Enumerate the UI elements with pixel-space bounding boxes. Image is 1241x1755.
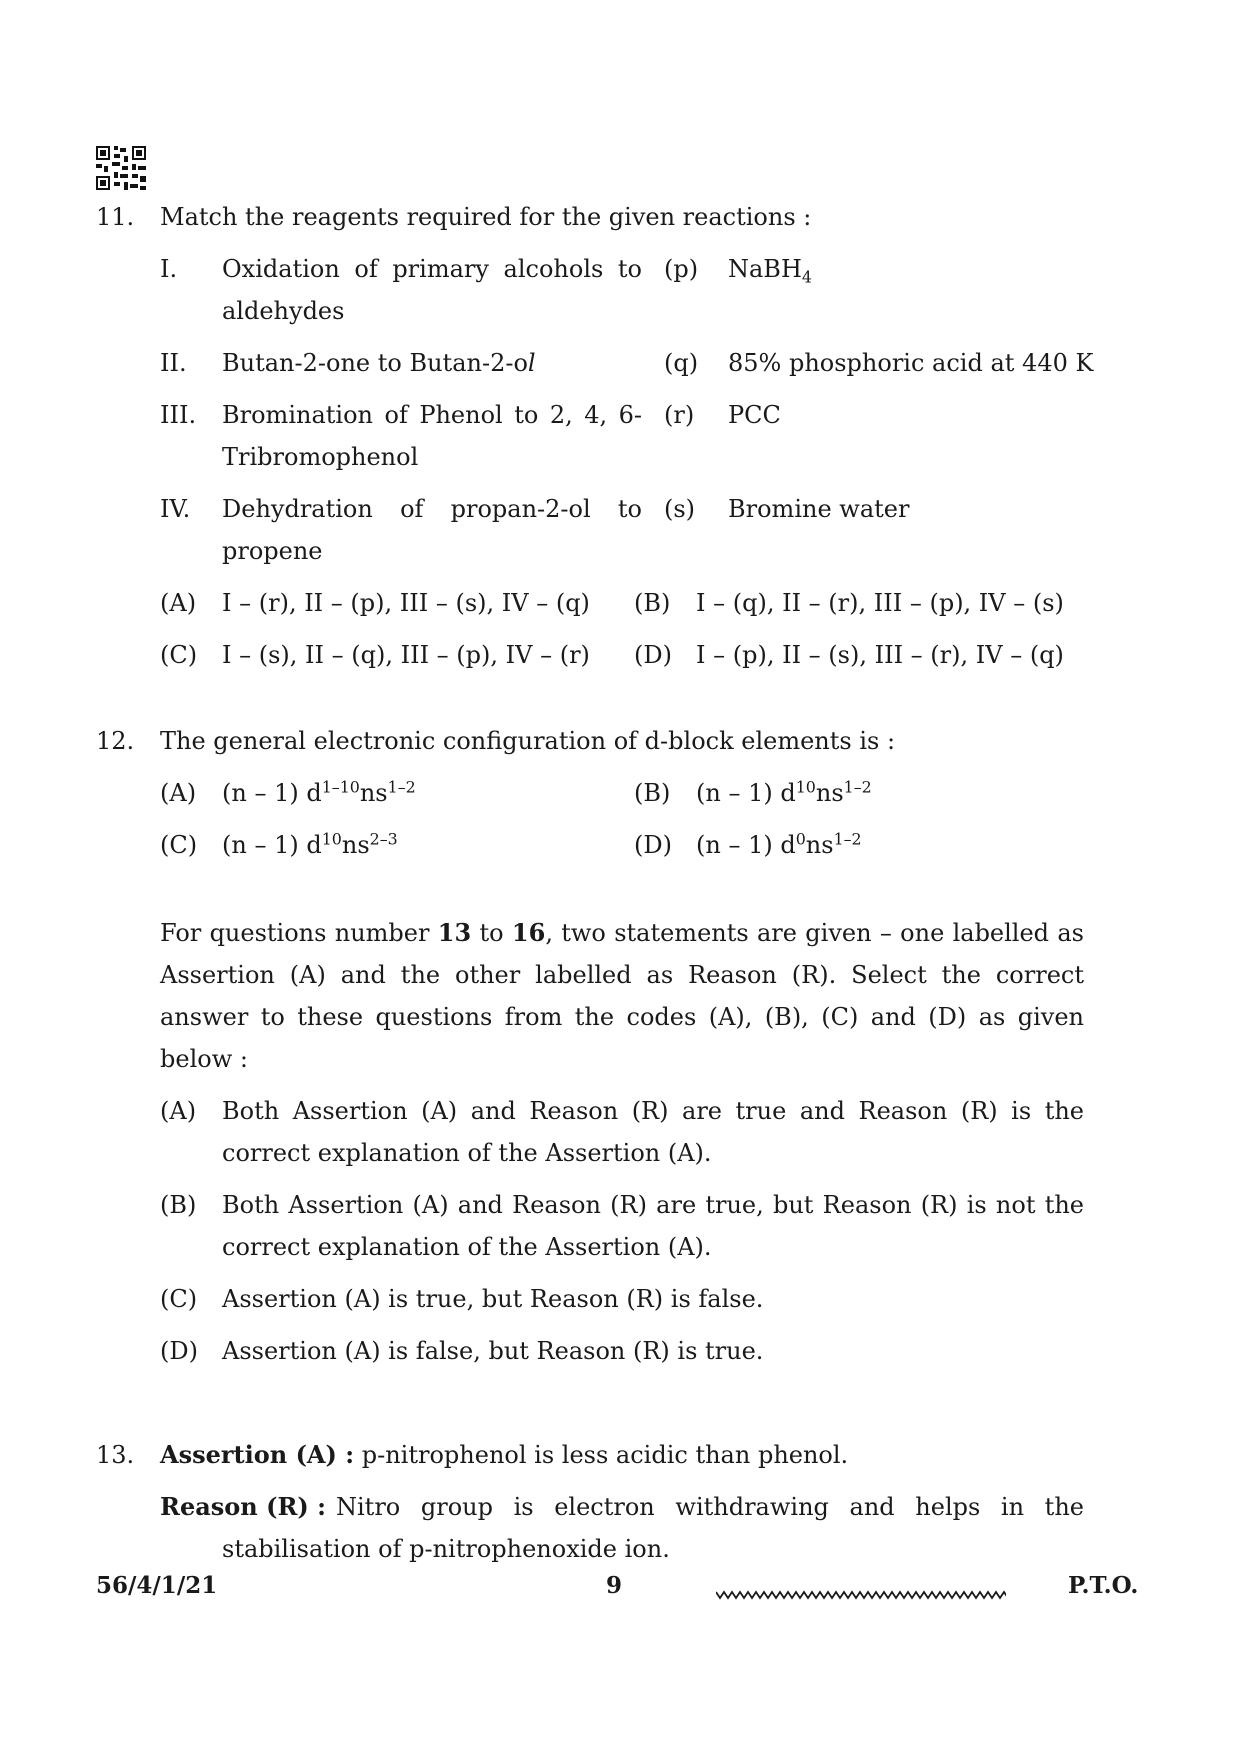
wavy-line-graphic (716, 1588, 1006, 1602)
code-a-label: (A) (160, 1097, 197, 1125)
q12-d-sup2: 1–2 (833, 829, 862, 849)
q12-option-a (222, 772, 416, 814)
instructions-intro-a: For questions number (160, 919, 438, 947)
q11-row3-left-line1: Bromination of Phenol to 2, 4, 6- (222, 401, 642, 429)
qr-code-graphic (96, 146, 146, 190)
q11-row1-left-line2: aldehydes (222, 297, 345, 325)
q12-option-c-label: (C) (160, 831, 198, 859)
q12-a-base: (n – 1) d (222, 779, 322, 807)
instructions-to: 16 (511, 918, 546, 947)
q11-row1-right (728, 248, 812, 290)
q13-assertion (160, 1434, 848, 1476)
qr-code (96, 146, 146, 190)
code-b-line1: Both Assertion (A) and Reason (R) are true, but Reason (R) is not the (222, 1191, 1084, 1219)
q11-stem: Match the reagents required for the given reactions : (160, 203, 812, 231)
q12-d-mid: ns (805, 831, 834, 859)
q11-row2-right: 85% phosphoric acid at 440 K (728, 349, 1094, 377)
instructions-line3: answer to these questions from the codes (A), (B), (C) and (D) as given (160, 1003, 1084, 1031)
q12-d-sup1: 0 (795, 829, 806, 849)
code-d-line1: Assertion (A) is false, but Reason (R) is true. (222, 1337, 764, 1365)
q12-option-a-label: (A) (160, 779, 197, 807)
q12-c-base: (n – 1) d (222, 831, 322, 859)
instructions-to-word: to (471, 919, 512, 947)
code-c-line1: Assertion (A) is true, but Reason (R) is false. (222, 1285, 764, 1313)
nabh-subscript: 4 (801, 267, 812, 287)
q11-option-a-text: I – (r), II – (p), III – (s), IV – (q) (222, 589, 590, 617)
q11-option-d-label: (D) (634, 641, 672, 669)
instructions-from: 13 (437, 918, 472, 947)
nabh-base: NaBH (728, 255, 802, 283)
instructions-line4: below : (160, 1045, 248, 1073)
paper-code: 56/4/1/21 (96, 1572, 218, 1599)
q11-row1-left-line1: Oxidation of primary alcohols to (222, 255, 642, 283)
code-a-line2: correct explanation of the Assertion (A). (222, 1139, 712, 1167)
assertion-text: p-nitrophenol is less acidic than phenol. (354, 1441, 849, 1469)
q11-row3-left-line2: Tribromophenol (222, 443, 419, 471)
q12-b-base: (n – 1) d (696, 779, 796, 807)
q12-option-c (222, 824, 398, 866)
q11-row4-right: Bromine water (728, 495, 910, 523)
q11-row2-roman: II. (160, 349, 187, 377)
q11-row2-letter: (q) (664, 349, 699, 377)
code-b-label: (B) (160, 1191, 197, 1219)
q11-row2-left-prefix: Butan-2-one to Butan-2-o (222, 349, 528, 377)
pto-label: P.T.O. (1068, 1572, 1139, 1599)
q13-number: 13. (96, 1441, 135, 1469)
q11-row4-left-line1: Dehydration of propan-2-ol to (222, 495, 642, 523)
q12-option-d-label: (D) (634, 831, 672, 859)
q11-row3-right: PCC (728, 401, 781, 429)
code-c-label: (C) (160, 1285, 198, 1313)
q12-a-sup2: 1–2 (387, 777, 416, 797)
q12-d-base: (n – 1) d (696, 831, 796, 859)
q12-option-d (696, 824, 862, 866)
q11-row3-letter: (r) (664, 401, 695, 429)
reason-line1: Nitro group is electron withdrawing and helps in the (336, 1493, 1084, 1521)
q12-c-sup2: 2–3 (369, 829, 398, 849)
q11-row4-left-line2: propene (222, 537, 323, 565)
q11-row4-roman: IV. (160, 495, 191, 523)
q11-row2-left-italic: l (527, 349, 536, 377)
reason-line2: stabilisation of p-nitrophenoxide ion. (222, 1535, 670, 1563)
wavy-line-decoration (716, 1580, 1006, 1594)
q11-option-b-label: (B) (634, 589, 671, 617)
q11-row3-roman: III. (160, 401, 197, 429)
instructions-line2: Assertion (A) and the other labelled as Reason (R). Select the correct (160, 961, 1084, 989)
instructions-intro-b: , two statements are given – one labelled as (545, 919, 1084, 947)
q12-c-sup1: 10 (321, 829, 342, 849)
q11-option-a-label: (A) (160, 589, 197, 617)
reason-label: Reason (R) : (160, 1492, 326, 1521)
code-a-line1: Both Assertion (A) and Reason (R) are true and Reason (R) is the (222, 1097, 1084, 1125)
q11-option-b-text: I – (q), II – (r), III – (p), IV – (s) (696, 589, 1064, 617)
q11-row4-letter: (s) (664, 495, 696, 523)
code-d-label: (D) (160, 1337, 198, 1365)
q11-option-c-label: (C) (160, 641, 198, 669)
q11-option-c-text: I – (s), II – (q), III – (p), IV – (r) (222, 641, 590, 669)
q11-row1-letter: (p) (664, 255, 699, 283)
instructions-line1 (160, 912, 1084, 954)
q12-stem: The general electronic configuration of d-block elements is : (160, 727, 896, 755)
q12-c-mid: ns (341, 831, 370, 859)
page-number: 9 (606, 1572, 623, 1599)
q12-number: 12. (96, 727, 135, 755)
q12-a-mid: ns (359, 779, 388, 807)
q11-row1-roman: I. (160, 255, 178, 283)
q12-b-mid: ns (815, 779, 844, 807)
q12-a-sup1: 1–10 (321, 777, 360, 797)
q12-b-sup1: 10 (795, 777, 816, 797)
q11-number: 11. (96, 203, 135, 231)
q12-option-b (696, 772, 872, 814)
q11-option-d-text: I – (p), II – (s), III – (r), IV – (q) (696, 641, 1064, 669)
q12-b-sup2: 1–2 (843, 777, 872, 797)
assertion-label: Assertion (A) : (160, 1440, 355, 1469)
code-b-line2: correct explanation of the Assertion (A). (222, 1233, 712, 1261)
q12-option-b-label: (B) (634, 779, 671, 807)
q11-row2-left (222, 342, 536, 384)
